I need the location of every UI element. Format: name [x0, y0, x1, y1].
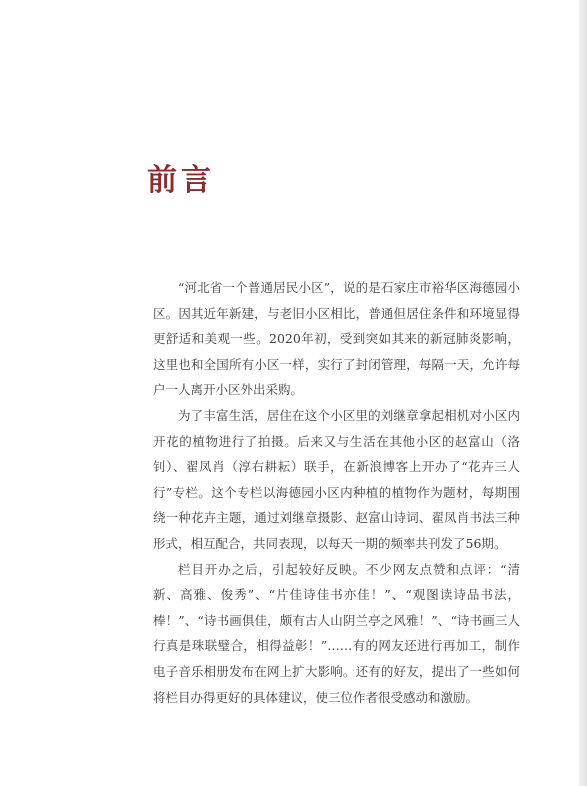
paragraph-2: 为了丰富生活，居住在这个小区里的刘继章拿起相机对小区内开花的植物进行了拍摄。后来又与生活在其他小区的赵富山（洛钊）、翟凤肖（淳右耕耘）联手，在新浪博客上开办了“花卉三人行”专栏。这个专栏以海德园小区内种植的植物作为题材，每期围绕一种花卉主题，通过刘继章摄影、赵富山诗词、翟凤肖书法三种形式，相互配合，共同表现，以每天一期的频率共刊发了56期。 — [153, 407, 520, 551]
paragraph-3: 栏目开办之后，引起较好反映。不少网友点赞和点评：“清新、高雅、俊秀”、“片佳诗佳书亦佳！”、“观图读诗品书法，棒！”、“诗书画俱佳，颇有古人山阴兰亭之风雅！”、“诗书画三人行真是珠联璧合，相得益彰！”……有的网友还进行再加工，制作电子音乐相册发布在网上扩大影响。还有的好友，提出了一些如何将栏目办得更好的具体建议，使三位作者很受感动和激励。 — [153, 561, 520, 705]
page-title: 前言 — [147, 163, 215, 198]
paragraph-1: “河北省一个普通居民小区”，说的是石家庄市裕华区海德园小区。因其近年新建，与老旧小区相比，普通但居住条件和环境显得更舒适和美观一些。2020年初，受到突如其来的新冠肺炎影响，这里也和全国所有小区一样，实行了封闭管理，每隔一天，允许每户一人离开小区外出采购。 — [153, 280, 520, 398]
page-edge-shadow — [579, 0, 587, 786]
preface-body — [153, 275, 520, 710]
